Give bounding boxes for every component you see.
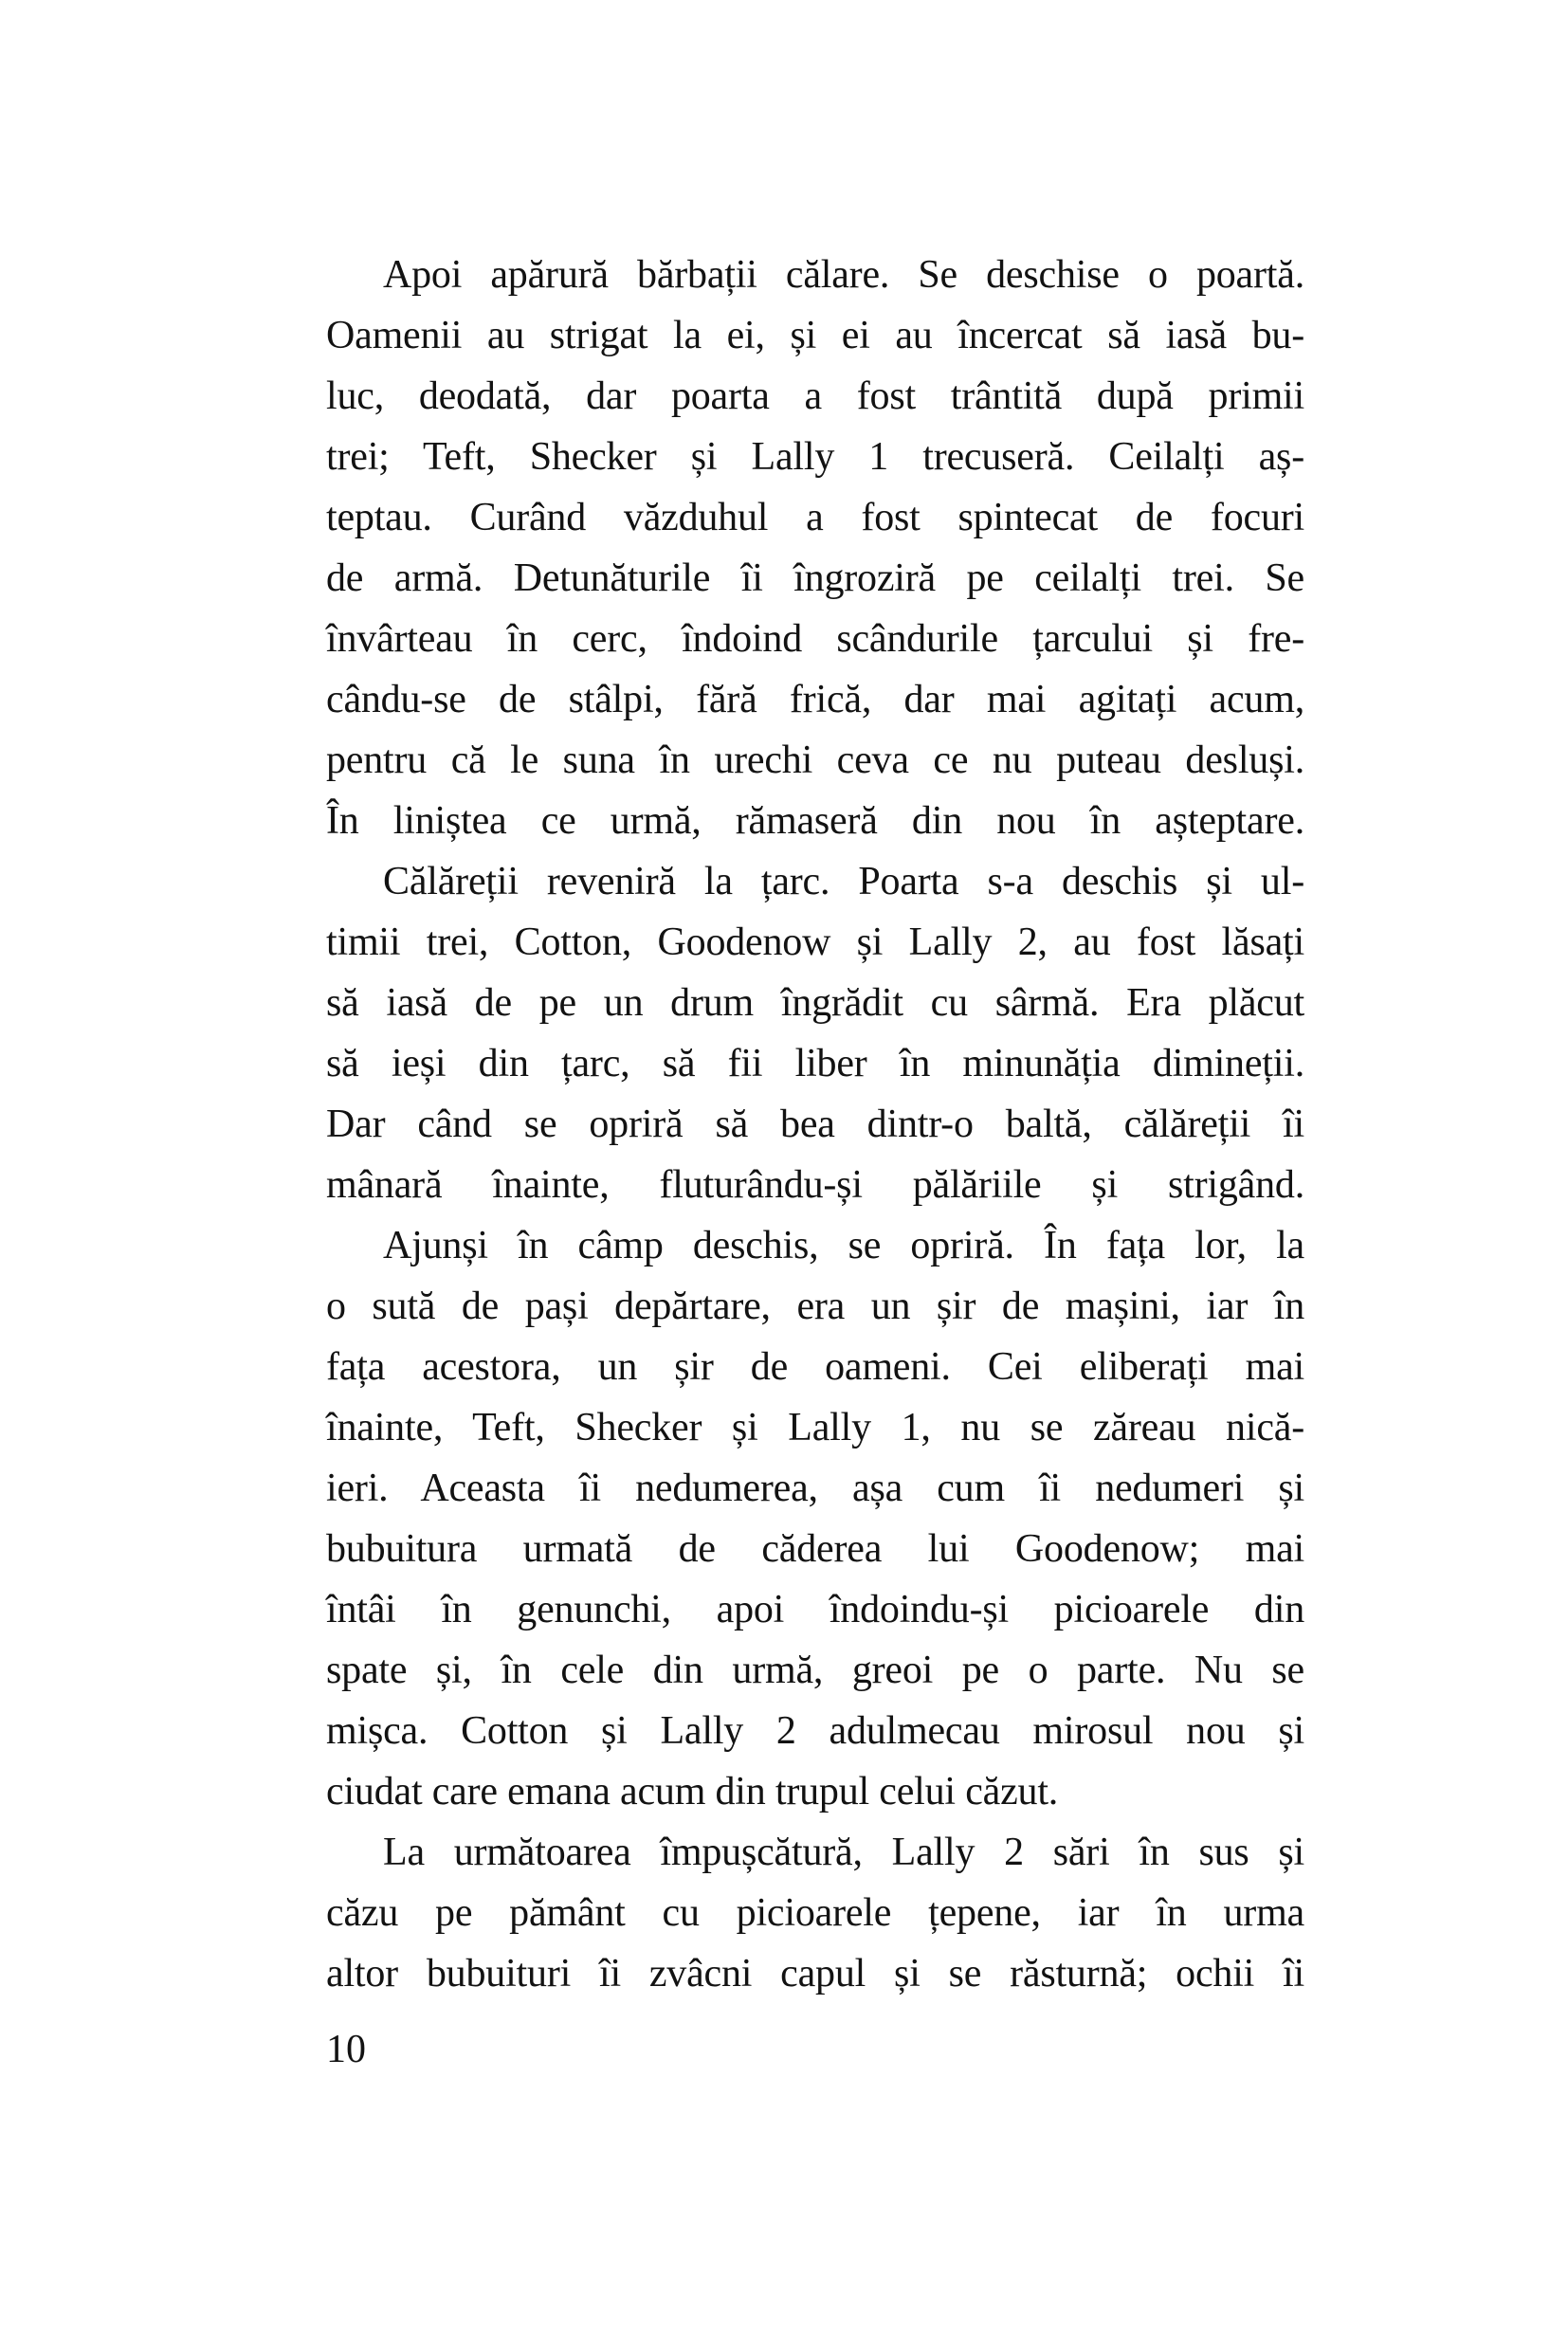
text-line: Oamenii au strigat la ei, și ei au încercat să iasă bu- — [326, 314, 1304, 357]
text-line: spate și, în cele din urmă, greoi pe o parte. Nu se — [326, 1649, 1304, 1692]
text-line: Apoi apărură bărbații călare. Se deschise o poartă. — [383, 253, 1304, 297]
text-line: ciudat care emana acum din trupul celui căzut. — [326, 1770, 1059, 1813]
text-line: pentru că le suna în urechi ceva ce nu puteau desluși. — [326, 738, 1304, 782]
text-line: altor bubuituri îi zvâcni capul și se răsturnă; ochii îi — [326, 1952, 1304, 1996]
text-line: de armă. Detunăturile îi îngroziră pe ceilalți trei. Se — [326, 556, 1304, 600]
text-line: La următoarea împușcătură, Lally 2 sări în sus și — [383, 1831, 1304, 1874]
page-number: 10 — [326, 2028, 366, 2071]
text-line: bubuitura urmată de căderea lui Goodenow; mai — [326, 1527, 1304, 1571]
text-line: învârteau în cerc, îndoind scândurile țarcului și fre- — [326, 617, 1304, 661]
page-text — [326, 245, 1304, 2004]
text-line: căzu pe pământ cu picioarele țepene, iar în urma — [326, 1891, 1304, 1935]
text-line: întâi în genunchi, apoi îndoindu-și picioarele din — [326, 1588, 1304, 1631]
text-line: mânară înainte, fluturându-și pălăriile și strigând. — [326, 1163, 1304, 1207]
text-line: trei; Teft, Shecker și Lally 1 trecuseră. Ceilalți aș- — [326, 435, 1304, 479]
text-line: fața acestora, un șir de oameni. Cei eliberați mai — [326, 1345, 1304, 1389]
text-line: Dar când se opriră să bea dintr-o baltă, călăreții îi — [326, 1103, 1304, 1146]
text-line: cându-se de stâlpi, fără frică, dar mai agitați acum, — [326, 678, 1304, 721]
text-line: teptau. Curând văzduhul a fost spintecat de focuri — [326, 496, 1304, 539]
text-line: să iasă de pe un drum îngrădit cu sârmă. Era plăcut — [326, 981, 1304, 1025]
text-line: să ieși din țarc, să fii liber în minunăția dimineții. — [326, 1042, 1304, 1085]
text-line: Ajunși în câmp deschis, se opriră. În fața lor, la — [383, 1224, 1304, 1267]
text-line: înainte, Teft, Shecker și Lally 1, nu se zăreau nică- — [326, 1406, 1304, 1449]
text-line: Călăreții reveniră la țarc. Poarta s-a deschis și ul- — [383, 860, 1304, 903]
text-line: mișca. Cotton și Lally 2 adulmecau mirosul nou și — [326, 1709, 1304, 1753]
text-line: o sută de pași depărtare, era un șir de mașini, iar în — [326, 1285, 1304, 1328]
text-line: luc, deodată, dar poarta a fost trântită după primii — [326, 374, 1304, 418]
text-line: În liniștea ce urmă, rămaseră din nou în așteptare. — [326, 799, 1304, 843]
text-line: timii trei, Cotton, Goodenow și Lally 2, au fost lăsați — [326, 920, 1304, 964]
text-line: ieri. Aceasta îi nedumerea, așa cum îi nedumeri și — [326, 1467, 1304, 1510]
